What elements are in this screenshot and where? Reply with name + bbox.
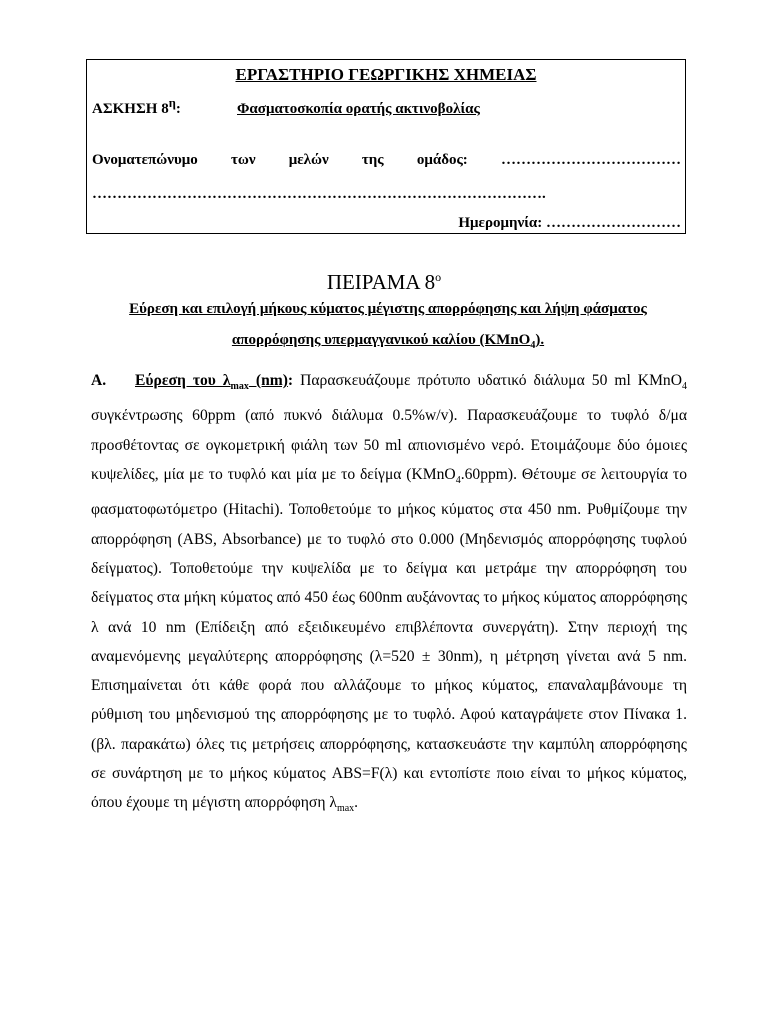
header-box: [86, 59, 686, 234]
exercise-row: [92, 96, 480, 118]
group-members-field: [92, 152, 681, 169]
names-word: ομάδος:: [416, 152, 468, 168]
exercise-label: ΑΣΚΗΣΗ $8^\eta$:: [92, 96, 181, 117]
experiment-title: ΠΕΙΡΑΜΑ $8^o$: [326, 270, 442, 294]
lab-title: ΕΡΓΑΣΤΗΡΙΟ ΓΕΩΡΓΙΚΗΣ ΧΗΜΕΙΑΣ: [235, 65, 537, 84]
date-field: Ημερομηνία: ………………………: [458, 215, 681, 231]
names-dots: ………………………………: [500, 152, 681, 168]
names-word: της: [361, 152, 384, 168]
names-word: των: [230, 152, 256, 168]
names-word: μελών: [288, 152, 329, 168]
exercise-topic: Φασματοσκοπία ορατής ακτινοβολίας: [237, 101, 480, 117]
names-dots-line: ……………………………………………………………………………….: [92, 186, 546, 202]
section-label: Α.: [91, 372, 107, 389]
section-heading: Εύρεση του $\lambda_{max}$ (nm):: [135, 372, 294, 393]
names-word: Ονοματεπώνυμο: [92, 152, 198, 168]
experiment-subtitle: Εύρεση και επιλογή μήκους κύματος μέγιστης απορρόφησης και λήψη φάσματος απορρόφησης υπερμαγγανικού καλίου (KMnO$_4$).: [129, 301, 647, 351]
section-a-paragraph: Α. Εύρεση του $\lambda_{max}$ (nm): Παρασκευάζουμε πρότυπο υδατικό διάλυμα 50 ml KMnO$_4$ συγκέντρωσης 60ppm (από πυκνό διάλυμα 0.5%w/v). Παρασκευάζουμε το τυφλό δ/μα προσθέτοντας σε ογκομετρική φιάλη των 50 ml απιονισμένο νερό. Ετοιμάζουμε δύο όμοιες κυψελίδες, μία με το τυφλό και μία με το δείγμα (KMnO$_4$.60ppm). Θέτουμε σε λειτουργία το φασματοφωτόμετρο (Hitachi). Τοποθετούμε το μήκος κύματος στα 450 nm. Ρυθμίζουμε την απορρόφηση (ABS, Absorbance) με το τυφλό στο 0.000 (Μηδενισμός απορρόφησης τυφλού δείγματος). Τοποθετούμε την κυψελίδα με το δείγμα και μετράμε την απορρόφηση του δείγματος στα μήκη κύματος από 450 έως 600nm αυξάνοντας το μήκος κύματος απορρόφησης λ ανά 10 nm (Επίδειξη από εξειδικευμένο επιβλέποντα συνεργάτη). Στην περιοχή της αναμενόμενης μεγαλύτερης απορρόφησης (λ=520 ± 30nm), η μέτρηση γίνεται ανά 5 nm. Επισημαίνεται ότι κάθε φορά που αλλάζουμε το μήκος κύματος, επαναλαμβάνουμε τη ρύθμιση του μηδενισμού της απορρόφησης με το τυφλό. Αφού καταγράψετε στον Πίνακα 1. (βλ. παρακάτω) όλες τις μετρήσεις απορρόφησης, κατασκευάστε την καμπύλη απορρόφησης σε συνάρτηση με το μήκος κύματος ABS=F(λ) και εντοπίστε ποιο είναι το μήκος κύματος, όπου έχουμε τη μέγιστη απορρόφηση $\lambda_{max}$.: [91, 366, 687, 824]
